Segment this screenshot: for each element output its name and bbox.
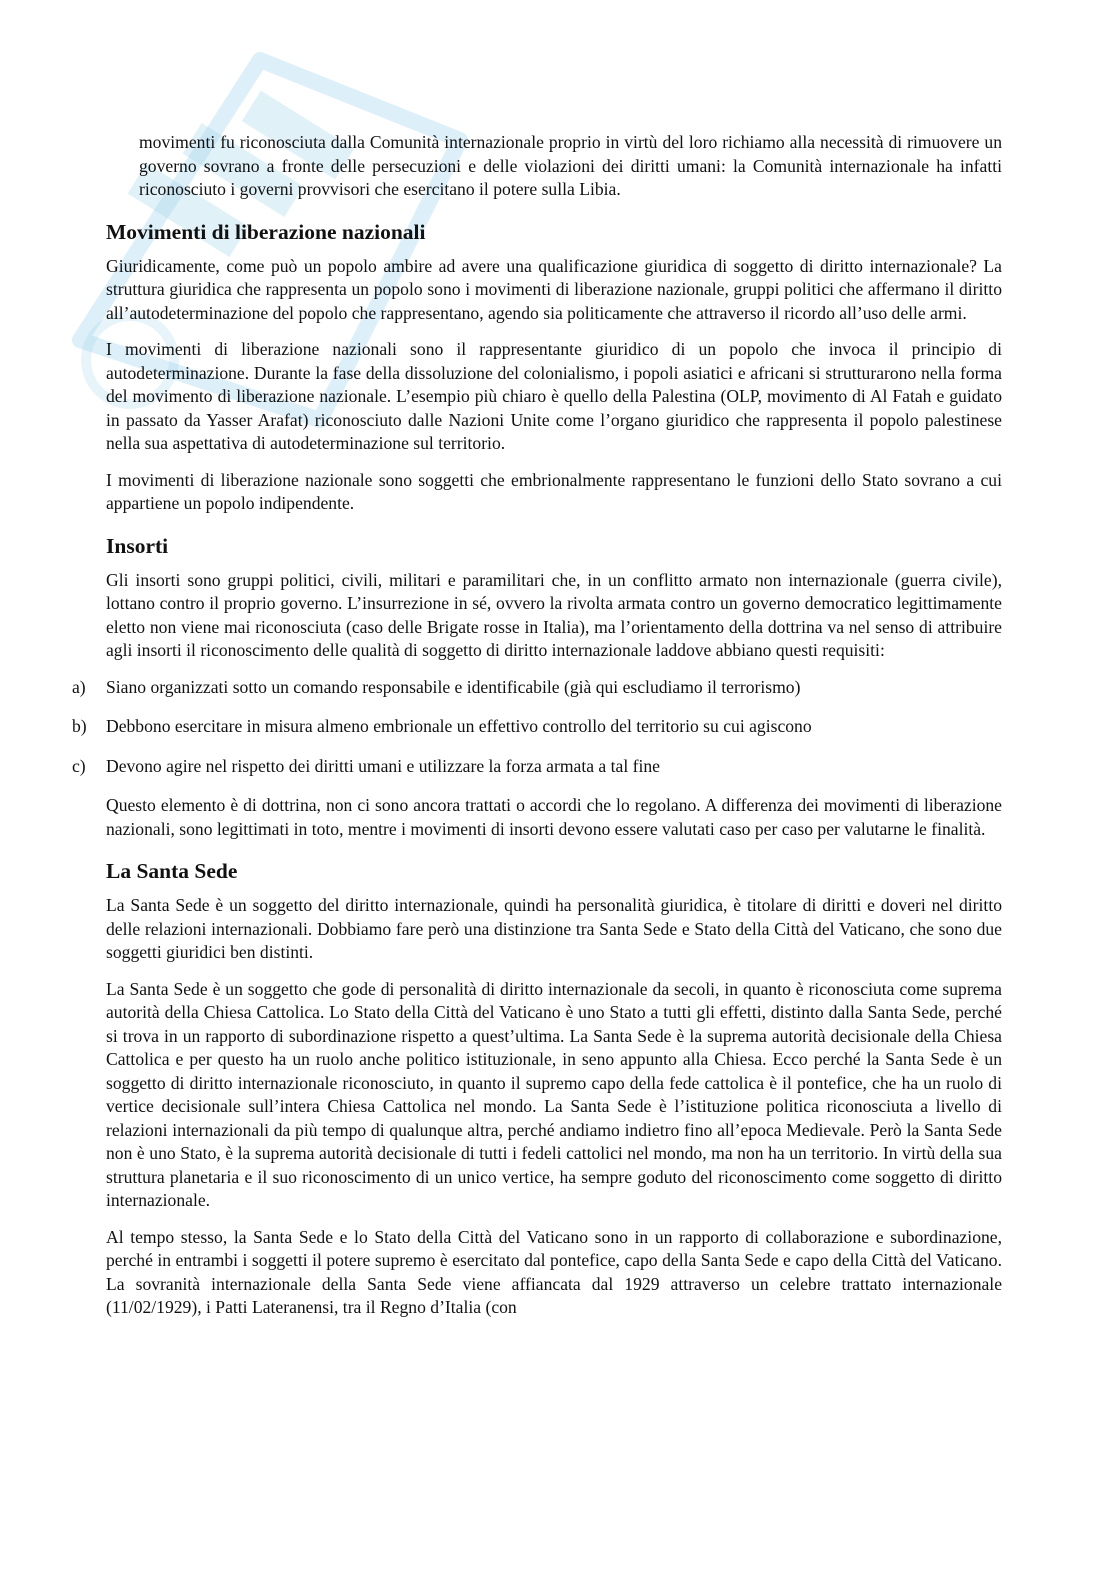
list-item xyxy=(72,715,1002,739)
document-page xyxy=(72,131,1002,1333)
section-insorti xyxy=(72,532,1002,842)
body-paragraph: La Santa Sede è un soggetto che gode di personalità di diritto internazionale da secoli, in quanto è riconosciuta come suprema autorità della Chiesa Cattolica. Lo Stato della Città del Vaticano è uno Stato a tutti gli effetti, distinto dalla Santa Sede, perché si trova in un rapporto di subordinazione rispetto a quest’ultima. La Santa Sede è la suprema autorità decisionale della Chiesa Cattolica e per questo ha un ruolo anche politico istituzionale, in seno appunto alla Chiesa. Ecco perché la Santa Sede è un soggetto di diritto internazionale riconosciuto, in quanto il supremo capo della fede cattolica è il pontefice, che ha un ruolo di vertice decisionale sull’intera Chiesa Cattolica nel mondo. La Santa Sede è l’istituzione politica riconosciuta a livello di relazioni internazionali da più tempo di qualunque altra, perché andiamo indietro fino all’epoca Medievale. Però la Santa Sede non è uno Stato, è la suprema autorità decisionale di tutti i fedeli cattolici nel mondo, ma non ha un territorio. In virtù della sua struttura planetaria e il suo riconoscimento di un unico vertice, ha sempre goduto del riconoscimento come soggetto di diritto internazionale. xyxy=(106,978,1002,1210)
list-item-text: Devono agire nel rispetto dei diritti umani e utilizzare la forza armata a tal fine xyxy=(106,755,660,776)
list-item-text: Siano organizzati sotto un comando responsabile e identificabile (già qui escludiamo il terrorismo) xyxy=(106,676,801,697)
list-item xyxy=(72,676,1002,700)
section-santa-sede xyxy=(106,857,1002,1320)
list-item-text: Debbono esercitare in misura almeno embrionale un effettivo controllo del territorio su cui agiscono xyxy=(106,716,812,736)
list-marker: b) xyxy=(72,716,87,736)
list-marker: c) xyxy=(72,755,86,776)
body-paragraph: Gli insorti sono gruppi politici, civili, militari e paramilitari che, in un conflitto armato non internazionale (guerra civile), lottano contro il proprio governo. L’insurrezione in sé, ovvero la rivolta armata contro un governo democratico legittimamente eletto non viene mai riconosciuta (caso delle Brigate rosse in Italia), ma l’orientamento della dottrina va nel senso di attribuire agli insorti il riconoscimento delle qualità di soggetto di diritto internazionale laddove abbiano questi requisiti: xyxy=(106,569,1002,660)
body-paragraph: Giuridicamente, come può un popolo ambire ad avere una qualificazione giuridica di soggetto di diritto internazionale? La struttura giuridica che rappresenta un popolo sono i movimenti di liberazione nazionale, gruppi politici che affermano il diritto all’autodeterminazione del popolo che rappresentano, agendo sia politicamente che attraverso il ricordo all’uso delle armi. xyxy=(106,255,1002,323)
list-item xyxy=(72,755,1002,779)
body-paragraph: Questo elemento è di dottrina, non ci sono ancora trattati o accordi che lo regolano. A differenza dei movimenti di liberazione nazionali, sono legittimati in toto, mentre i movimenti di insorti devono essere valutati caso per caso per valutarne le finalità. xyxy=(106,795,1002,839)
body-paragraph: Al tempo stesso, la Santa Sede e lo Stato della Città del Vaticano sono in un rapporto di collaborazione e subordinazione, perché in entrambi i soggetti il potere supremo è esercitato dal pontefice, capo della Santa Sede e capo della Città del Vaticano. La sovranità internazionale della Santa Sede viene affiancata dal 1929 attraverso un celebre trattato internazionale (11/02/1929), i Patti Lateranensi, tra il Regno d’Italia (con xyxy=(106,1226,1002,1317)
requirements-list xyxy=(72,676,1002,779)
body-paragraph: La Santa Sede è un soggetto del diritto internazionale, quindi ha personalità giuridica, è titolare di diritti e doveri nel diritto delle relazioni internazionali. Dobbiamo fare però una distinzione tra Santa Sede e Stato della Città del Vaticano, che sono due soggetti giuridici ben distinti. xyxy=(106,895,1002,962)
body-paragraph: I movimenti di liberazione nazionale sono soggetti che embrionalmente rappresentano le funzioni dello Stato sovrano a cui appartiene un popolo indipendente. xyxy=(106,469,1002,513)
section-heading: Insorti xyxy=(106,533,169,558)
intro-continuation-paragraph: movimenti fu riconosciuta dalla Comunità internazionale proprio in virtù del loro richiamo alla necessità di rimuovere un governo sovrano a fronte delle persecuzioni e delle violazioni dei diritti umani: la Comunità internazionale ha infatti riconosciuto i governi provvisori che esercitano il potere sulla Libia. xyxy=(139,132,1002,199)
section-heading: La Santa Sede xyxy=(106,859,238,883)
body-paragraph: I movimenti di liberazione nazionali sono il rappresentante giuridico di un popolo che invoca il principio di autodeterminazione. Durante la fase della dissoluzione del colonialismo, i popoli asiatici e africani si strutturarono nella forma del movimento di liberazione nazionale. L’esempio più chiaro è quello della Palestina (OLP, movimento di Al Fatah e guidato in passato da Yasser Arafat) riconosciuto dalle Nazioni Unite come l’organo giuridico che rappresenta il popolo palestinese nella sua aspettativa di autodeterminazione sul territorio. xyxy=(106,339,1002,453)
section-heading: Movimenti di liberazione nazionali xyxy=(106,219,426,244)
list-marker: a) xyxy=(72,676,86,697)
section-movimenti-liberazione xyxy=(106,218,1002,516)
